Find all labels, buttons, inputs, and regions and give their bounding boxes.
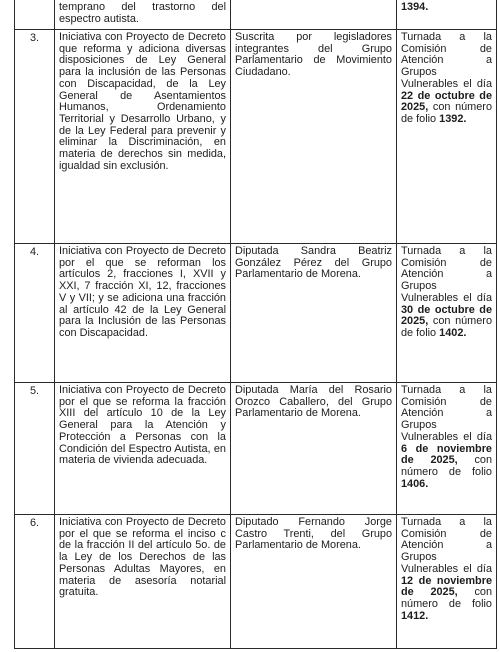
author-cell <box>231 0 397 30</box>
turn-cell <box>397 244 497 383</box>
initiative-description: Iniciativa con Proyecto de Decreto por el que se reforma la fracción XIII del artículo 10 de la Ley General para la Atención y Protección a Personas con la Condición del Espectro Autista, en materia de vivienda adecuada. <box>59 384 226 467</box>
folio-number: 1394. <box>401 1 429 13</box>
turn-line: Comisión de <box>401 395 492 408</box>
initiative-author: Suscrita por legisladores integrantes del Grupo Parlamentario de Movimiento Ciudadano. <box>235 31 392 79</box>
turn-line: Grupos <box>401 551 437 564</box>
row-number: 3. <box>15 30 55 244</box>
row-number: 6. <box>15 515 55 649</box>
turn-line: Turnada a la <box>401 384 492 396</box>
description-cell <box>55 0 231 30</box>
turn-cell <box>397 0 497 30</box>
turn-date: 22 de octubre de 2025, <box>401 89 492 114</box>
turn-text <box>401 517 492 576</box>
initiative-author: Diputada Sandra Beatriz González Pérez del Grupo Parlamentario de Morena. <box>235 245 392 281</box>
turn-line: Comisión de <box>401 256 492 269</box>
description-cell <box>55 30 231 244</box>
folio-number: 1412. <box>401 609 429 622</box>
turn-line: Turnada a la <box>401 245 492 257</box>
table-row <box>15 30 497 244</box>
turn-line: Comisión de <box>401 527 492 540</box>
initiative-author: Diputado Fernando Jorge Castro Trenti, del Grupo Parlamentario de Morena. <box>235 516 392 552</box>
turn-cell <box>397 30 497 244</box>
author-cell <box>231 30 397 244</box>
turn-line: Grupos <box>401 280 437 293</box>
initiative-description: Iniciativa con Proyecto de Decreto por el que se reforma el inciso c de la fracción II del artículo 5o. de la Ley de los Derechos de las Personas Adultas Mayores, en materia de asesoría notarial gratuita. <box>59 516 226 599</box>
turn-line: Grupos <box>401 66 437 79</box>
table-row <box>15 515 497 649</box>
turn-line: Vulnerables el día <box>401 430 492 443</box>
folio-prefix: con número de folio <box>401 586 492 610</box>
turn-line: Grupos <box>401 419 437 432</box>
folio-number: 1402. <box>439 326 467 339</box>
turn-line: Vulnerables el día <box>401 291 492 304</box>
row-number-cell <box>15 0 55 30</box>
table-row-continuation <box>15 0 497 30</box>
initiatives-table <box>14 0 497 649</box>
turn-cell <box>397 515 497 649</box>
table-row <box>15 244 497 383</box>
turn-line: Atención a <box>401 268 492 281</box>
turn-line: Atención a <box>401 407 492 420</box>
turn-text <box>401 385 492 444</box>
turn-date: 6 de noviembre de 2025, <box>401 442 492 467</box>
initiative-author: Diputada María del Rosario Orozco Caballero, del Grupo Parlamentario de Morena. <box>235 384 392 420</box>
turn-date: 12 de noviembre de 2025, <box>401 574 492 599</box>
table-row <box>15 383 497 515</box>
description-fragment: temprano del trastorno del espectro autista. <box>59 1 226 25</box>
turn-line: Turnada a la <box>401 516 492 528</box>
row-number: 4. <box>15 244 55 383</box>
initiative-description: Iniciativa con Proyecto de Decreto por el que se reforman los artículos 2, fracciones I, XVII y XXI, 7 fracción XI, 12, fracciones V y VII; y se adiciona una fracción al artículo 42 de la Ley General para la Inclusión de las Personas con Discapacidad. <box>59 245 226 339</box>
turn-text <box>401 32 492 91</box>
turn-line: Vulnerables el día <box>401 77 492 90</box>
description-cell <box>55 244 231 383</box>
turn-line: Turnada a la <box>401 31 492 43</box>
turn-text <box>401 246 492 305</box>
folio-number: 1392. <box>439 112 467 125</box>
turn-line: Atención a <box>401 54 492 67</box>
author-cell <box>231 515 397 649</box>
turn-cell <box>397 383 497 515</box>
folio-prefix: con número de folio <box>401 454 492 478</box>
row-number: 5. <box>15 383 55 515</box>
turn-line: Atención a <box>401 539 492 552</box>
folio-prefix: con número de folio <box>401 315 492 339</box>
folio-number: 1406. <box>401 477 429 490</box>
description-cell <box>55 515 231 649</box>
author-cell <box>231 383 397 515</box>
author-cell <box>231 244 397 383</box>
turn-line: Vulnerables el día <box>401 562 492 575</box>
description-cell <box>55 383 231 515</box>
initiative-description: Iniciativa con Proyecto de Decreto que reforma y adiciona diversas disposiciones de Ley General para la inclusión de las Personas con Discapacidad, de la Ley General de Asentamientos Humanos, Ordenamiento Territorial y Desarrollo Urbano, y de la Ley Federal para prevenir y eliminar la Discriminación, en materia de derechos sin medida, igualdad sin exclusión. <box>59 31 226 172</box>
turn-date: 30 de octubre de 2025, <box>401 303 492 328</box>
folio-prefix: con número de folio <box>401 101 492 125</box>
turn-line: Comisión de <box>401 42 492 55</box>
